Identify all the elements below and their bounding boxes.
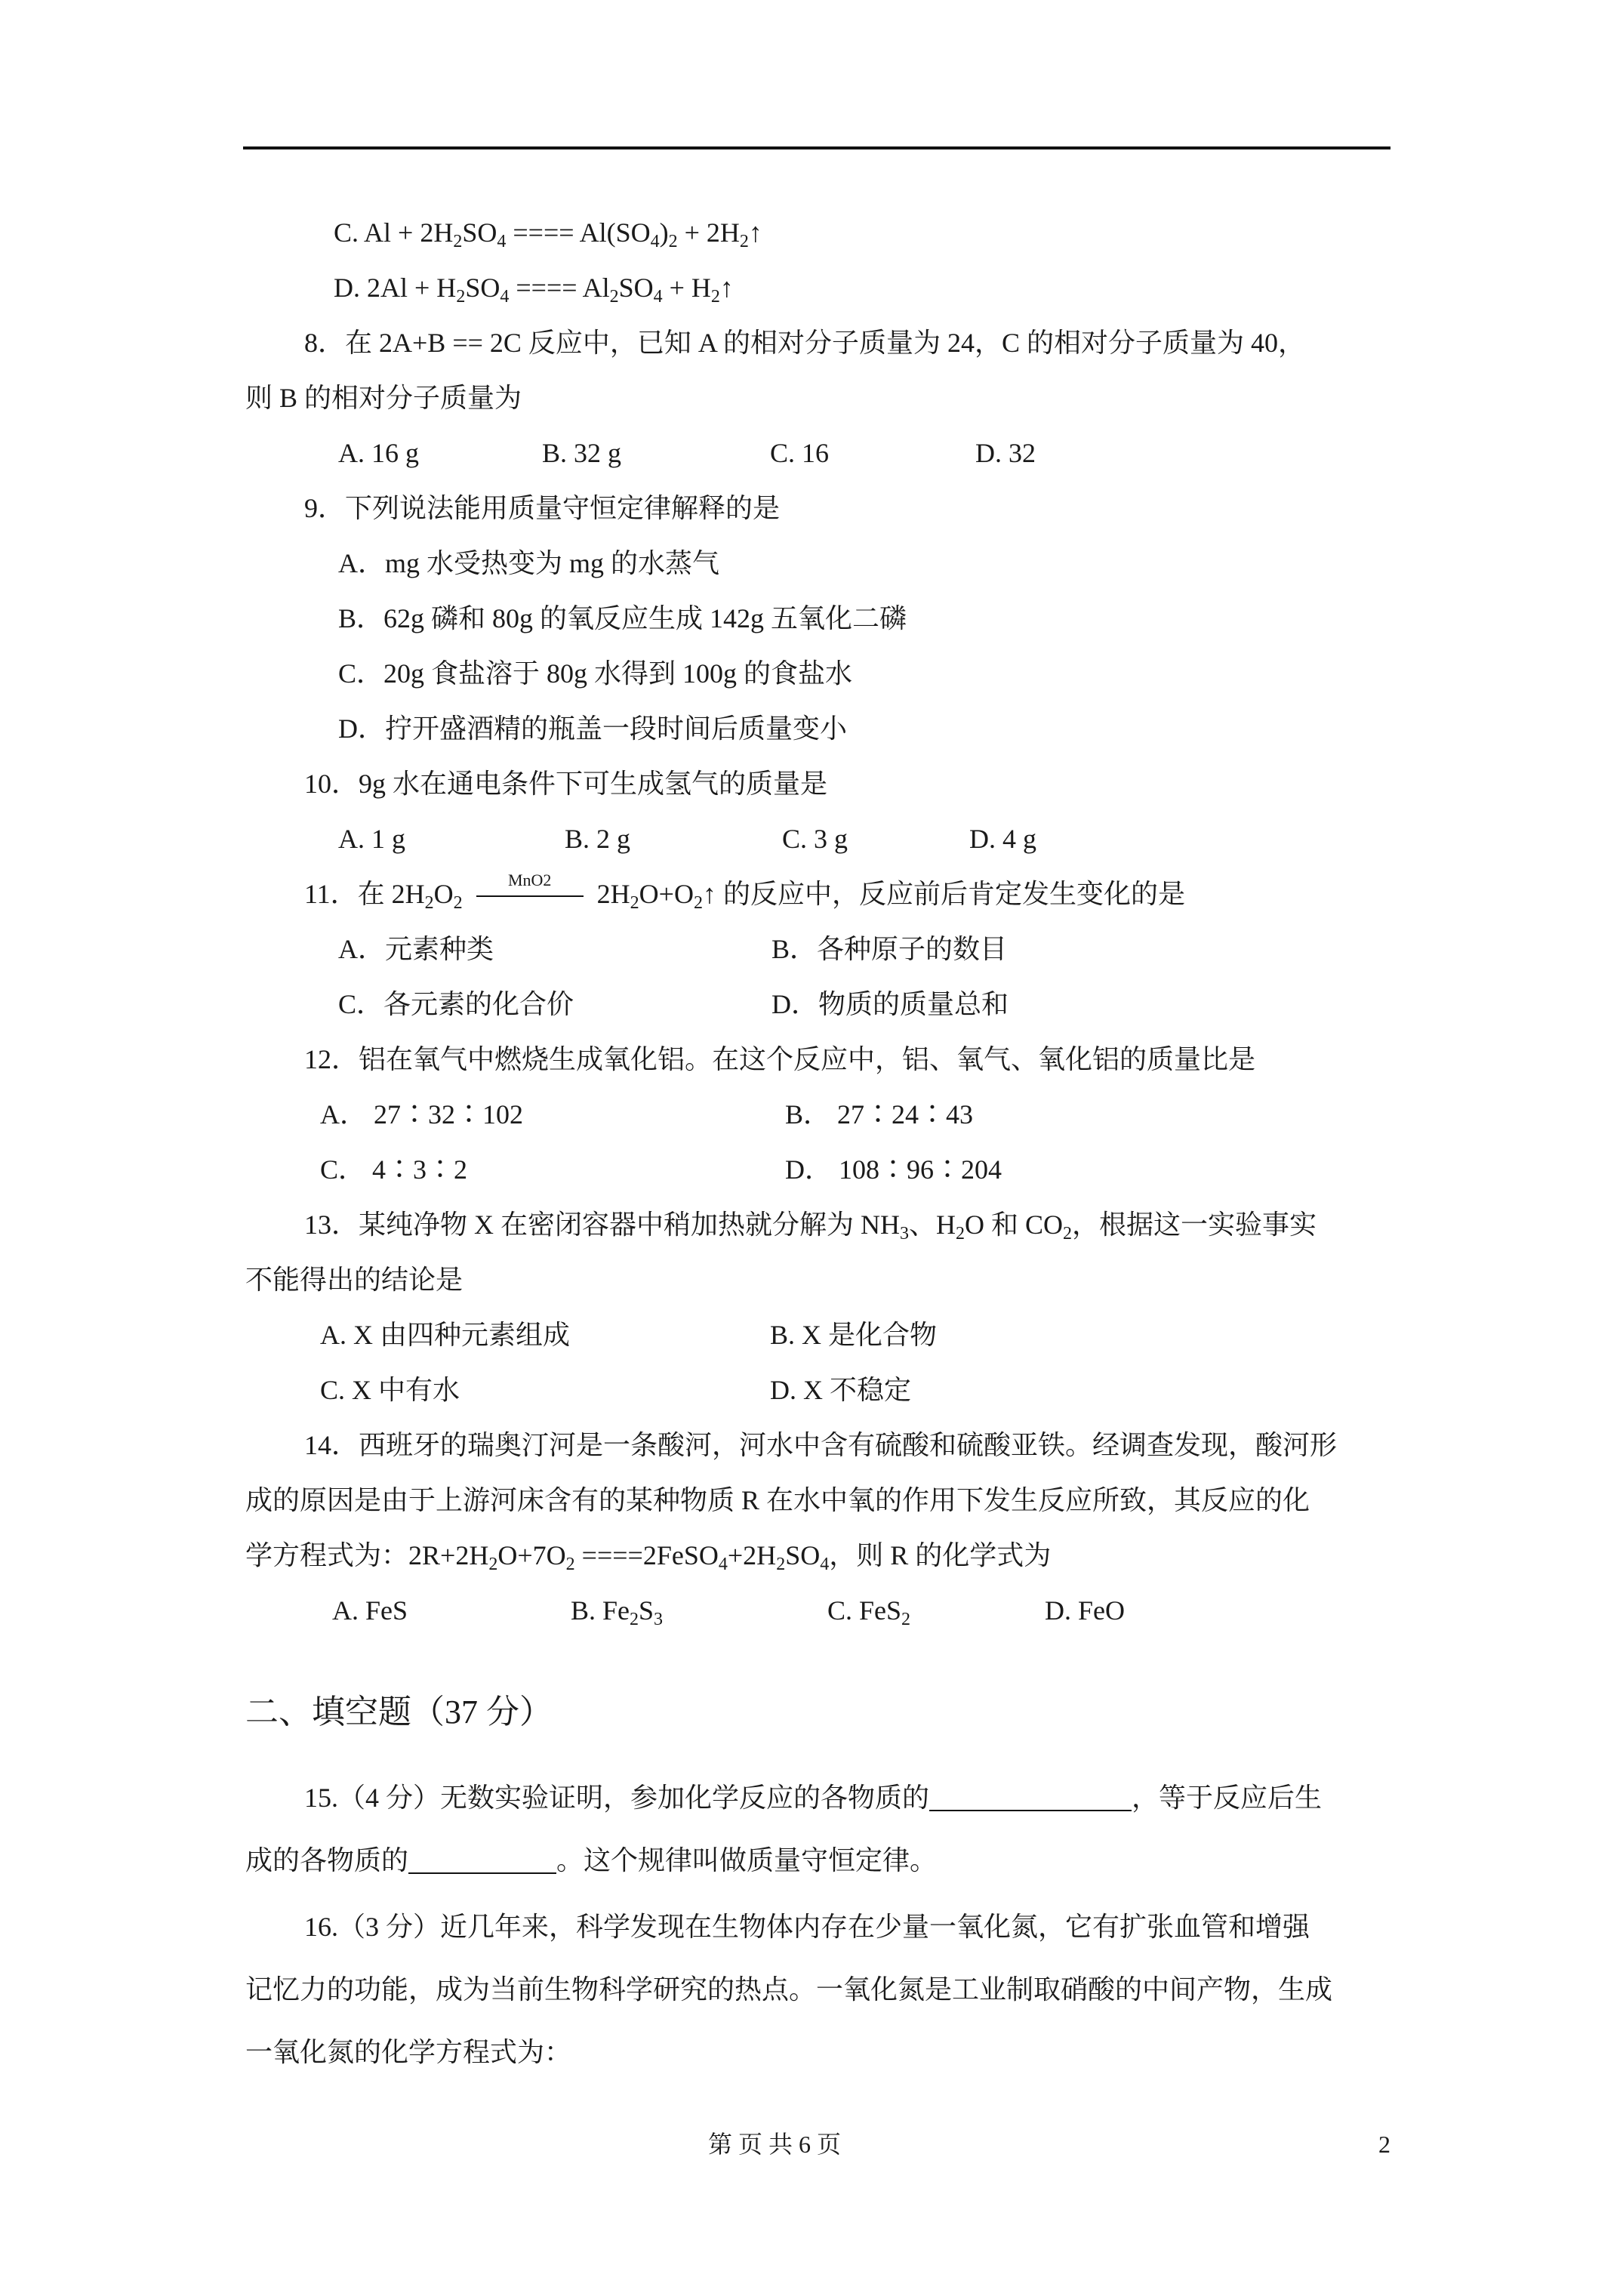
section-heading: 二、填空题（37 分） xyxy=(245,1693,553,1730)
q13-option-d: D. X 不稳定 xyxy=(770,1375,911,1405)
q8-option-b: B. 32 g xyxy=(542,438,622,468)
q13-option-b: B. X 是化合物 xyxy=(770,1320,938,1350)
q14-option-d: D. FeO xyxy=(1045,1595,1125,1626)
q13-option-a: A. X 由四种元素组成 xyxy=(320,1320,570,1350)
q7-option-c: C. $Al + 2H_2SO_4$ ==== $Al(SO_4)_2$ + $2H_2↑$ xyxy=(334,217,762,251)
q11-option-c: C．各元素的化合价 xyxy=(338,989,574,1019)
q11-option-d: D．物质的质量总和 xyxy=(771,989,1009,1019)
q10-option-d: D. 4 g xyxy=(969,824,1036,854)
q12-option-a: A． 27∶32∶102 xyxy=(320,1099,523,1130)
q9-option-b: B．62g 磷和 80g 的氧反应生成 142g 五氧化二磷 xyxy=(338,603,907,633)
q12-option-d: D． 108∶96∶204 xyxy=(785,1154,1002,1185)
q13-stem-line1: 13．某纯净物 X 在密闭容器中稍加热就分解为 $NH_3$、$H_2O$ 和 $CO_2$，根据这一实验事实 xyxy=(304,1210,1317,1244)
q8-stem-line2: 则 B 的相对分子质量为 xyxy=(245,383,522,413)
q15-blank-1 xyxy=(929,1783,1132,1811)
catalyst-label: MnO2 xyxy=(507,871,552,889)
q8-option-a: A. 16 g xyxy=(338,438,419,468)
reaction-arrow xyxy=(470,871,590,912)
q16-line2: 记忆力的功能，成为当前生物科学研究的热点。一氧化氮是工业制取硝酸的中间产物，生成 xyxy=(245,1974,1333,2005)
header-rule xyxy=(243,146,1390,149)
q9-option-c: C．20g 食盐溶于 80g 水得到 100g 的食盐水 xyxy=(338,658,853,689)
q15-blank-2 xyxy=(408,1845,556,1874)
q14-stem-line1: 14．西班牙的瑞奥汀河是一条酸河，河水中含有硫酸和硫酸亚铁。经调查发现，酸河形 xyxy=(304,1430,1338,1460)
page-number: 2 xyxy=(1378,2131,1390,2158)
q9-option-a: A．mg 水受热变为 mg 的水蒸气 xyxy=(338,548,720,578)
q14-stem-line2: 成的原因是由于上游河床含有的某种物质 R 在水中氧的作用下发生反应所致，其反应的化 xyxy=(245,1485,1310,1515)
q12-stem: 12．铝在氧气中燃烧生成氧化铝。在这个反应中，铝、氧气、氧化铝的质量比是 xyxy=(304,1044,1256,1074)
q15-line2: 成的各物质的 。这个规律叫做质量守恒定律。 xyxy=(245,1845,938,1875)
q9-stem: 9．下列说法能用质量守恒定律解释的是 xyxy=(304,493,781,523)
q8-stem-line1: 8．在 2A+B == 2C 反应中，已知 A 的相对分子质量为 24，C 的相对分子质量为 40， xyxy=(304,328,1305,358)
q14-option-a: A. FeS xyxy=(332,1595,408,1626)
q12-option-b: B． 27∶24∶43 xyxy=(785,1099,974,1130)
q11-option-b: B．各种原子的数目 xyxy=(771,934,1008,964)
q8-option-d: D. 32 xyxy=(975,438,1036,468)
q10-option-a: A. 1 g xyxy=(338,824,405,854)
q14-option-c: C. FeS$_2$ xyxy=(827,1595,911,1629)
q16-line1: 16.（3 分）近几年来，科学发现在生物体内存在少量一氧化氮，它有扩张血管和增强 xyxy=(304,1912,1310,1942)
q10-option-c: C. 3 g xyxy=(782,824,848,854)
q11-option-a: A．元素种类 xyxy=(338,934,494,964)
q13-option-c: C. X 中有水 xyxy=(320,1375,460,1405)
q10-option-b: B. 2 g xyxy=(565,824,631,854)
q11-stem: 11．在 $2H_2O_2$ MnO2 $2H_2O+O_2↑$ 的反应中，反应前后肯定发生变化的是 xyxy=(304,871,1185,913)
q7-option-d: D. $2Al + H_2SO_4$ ==== $Al_2SO_4$ + $H_2↑$ xyxy=(334,273,734,307)
q14-stem-line3: 学方程式为：$2R+2H_2O+7O_2$ $====2FeSO_4+2H_2SO_4$，则 R 的化学式为 xyxy=(245,1540,1052,1574)
q9-option-d: D．拧开盛酒精的瓶盖一段时间后质量变小 xyxy=(338,713,847,744)
q13-stem-line2: 不能得出的结论是 xyxy=(245,1265,463,1295)
q14-option-b: B. $Fe_2S_3$ xyxy=(571,1595,664,1629)
q12-option-c: C． 4∶3∶2 xyxy=(320,1154,468,1185)
q10-stem: 10．9g 水在通电条件下可生成氢气的质量是 xyxy=(304,769,828,799)
footer-page-info: 第 页 共 6 页 xyxy=(708,2131,842,2158)
q8-option-c: C. 16 xyxy=(770,438,830,468)
q15-line1: 15.（4 分）无数实验证明，参加化学反应的各物质的 ，等于反应后生 xyxy=(304,1783,1323,1813)
q16-line3: 一氧化氮的化学方程式为： xyxy=(245,2037,572,2067)
